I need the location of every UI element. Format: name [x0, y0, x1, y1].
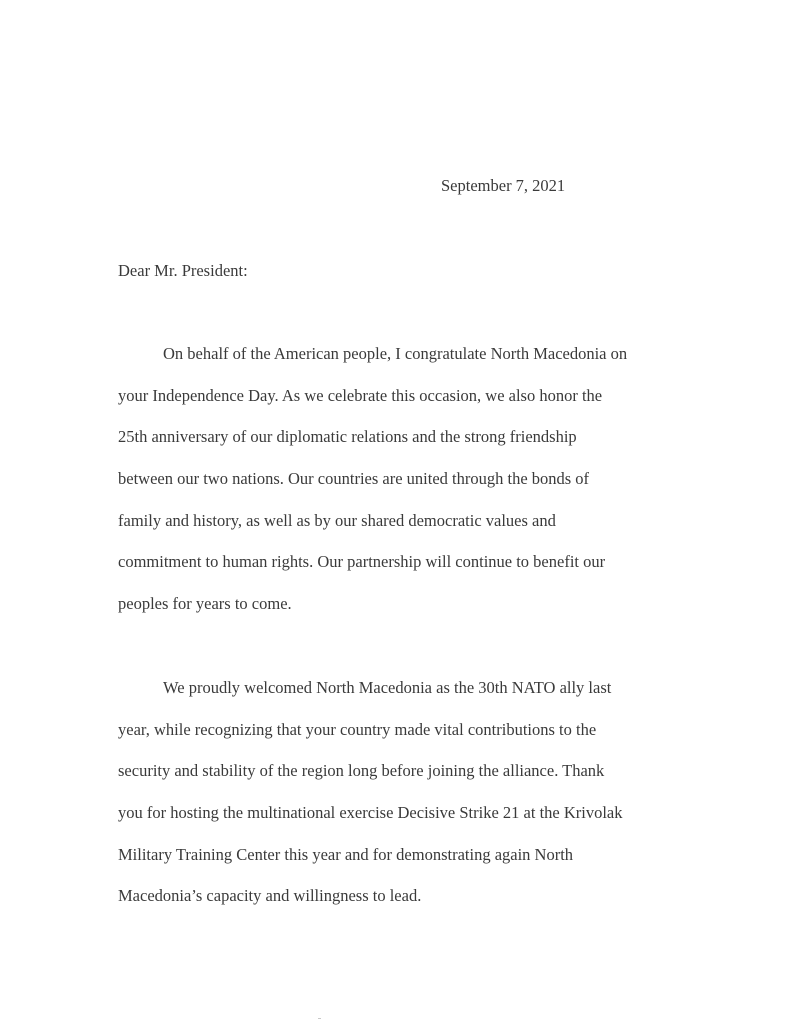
paragraph-line: 25th anniversary of our diplomatic relations and the strong friendship	[118, 427, 577, 447]
paragraph-line: year, while recognizing that your country made vital contributions to the	[118, 719, 597, 739]
paragraph-line: On behalf of the American people, I congratulate North Macedonia on	[163, 344, 628, 363]
paragraph-line: commitment to human rights. Our partnership will continue to benefit our	[118, 552, 606, 572]
paragraph-line: peoples for years to come.	[118, 594, 292, 614]
paragraph-1	[118, 333, 678, 625]
paragraph-line: family and history, as well as by our shared democratic values and	[118, 510, 556, 530]
paragraph-line: Macedonia’s capacity and willingness to lead.	[118, 886, 422, 906]
paragraph-line: between our two nations. Our countries are united through the bonds of	[118, 469, 590, 489]
paragraph-line: your Independence Day. As we celebrate this occasion, we also honor the	[118, 385, 603, 405]
paragraph-2	[118, 667, 678, 917]
paragraph-line: you for hosting the multinational exercise Decisive Strike 21 at the Krivolak	[118, 803, 623, 823]
scan-speck	[318, 1018, 321, 1019]
paragraph-line: We proudly welcomed North Macedonia as the 30th NATO ally last	[163, 678, 612, 697]
letter-date: September 7, 2021	[441, 176, 566, 195]
paragraph-line: Military Training Center this year and for demonstrating again North	[118, 844, 574, 864]
paragraph-line: security and stability of the region long before joining the alliance. Thank	[118, 761, 605, 781]
salutation: Dear Mr. President:	[118, 261, 248, 280]
